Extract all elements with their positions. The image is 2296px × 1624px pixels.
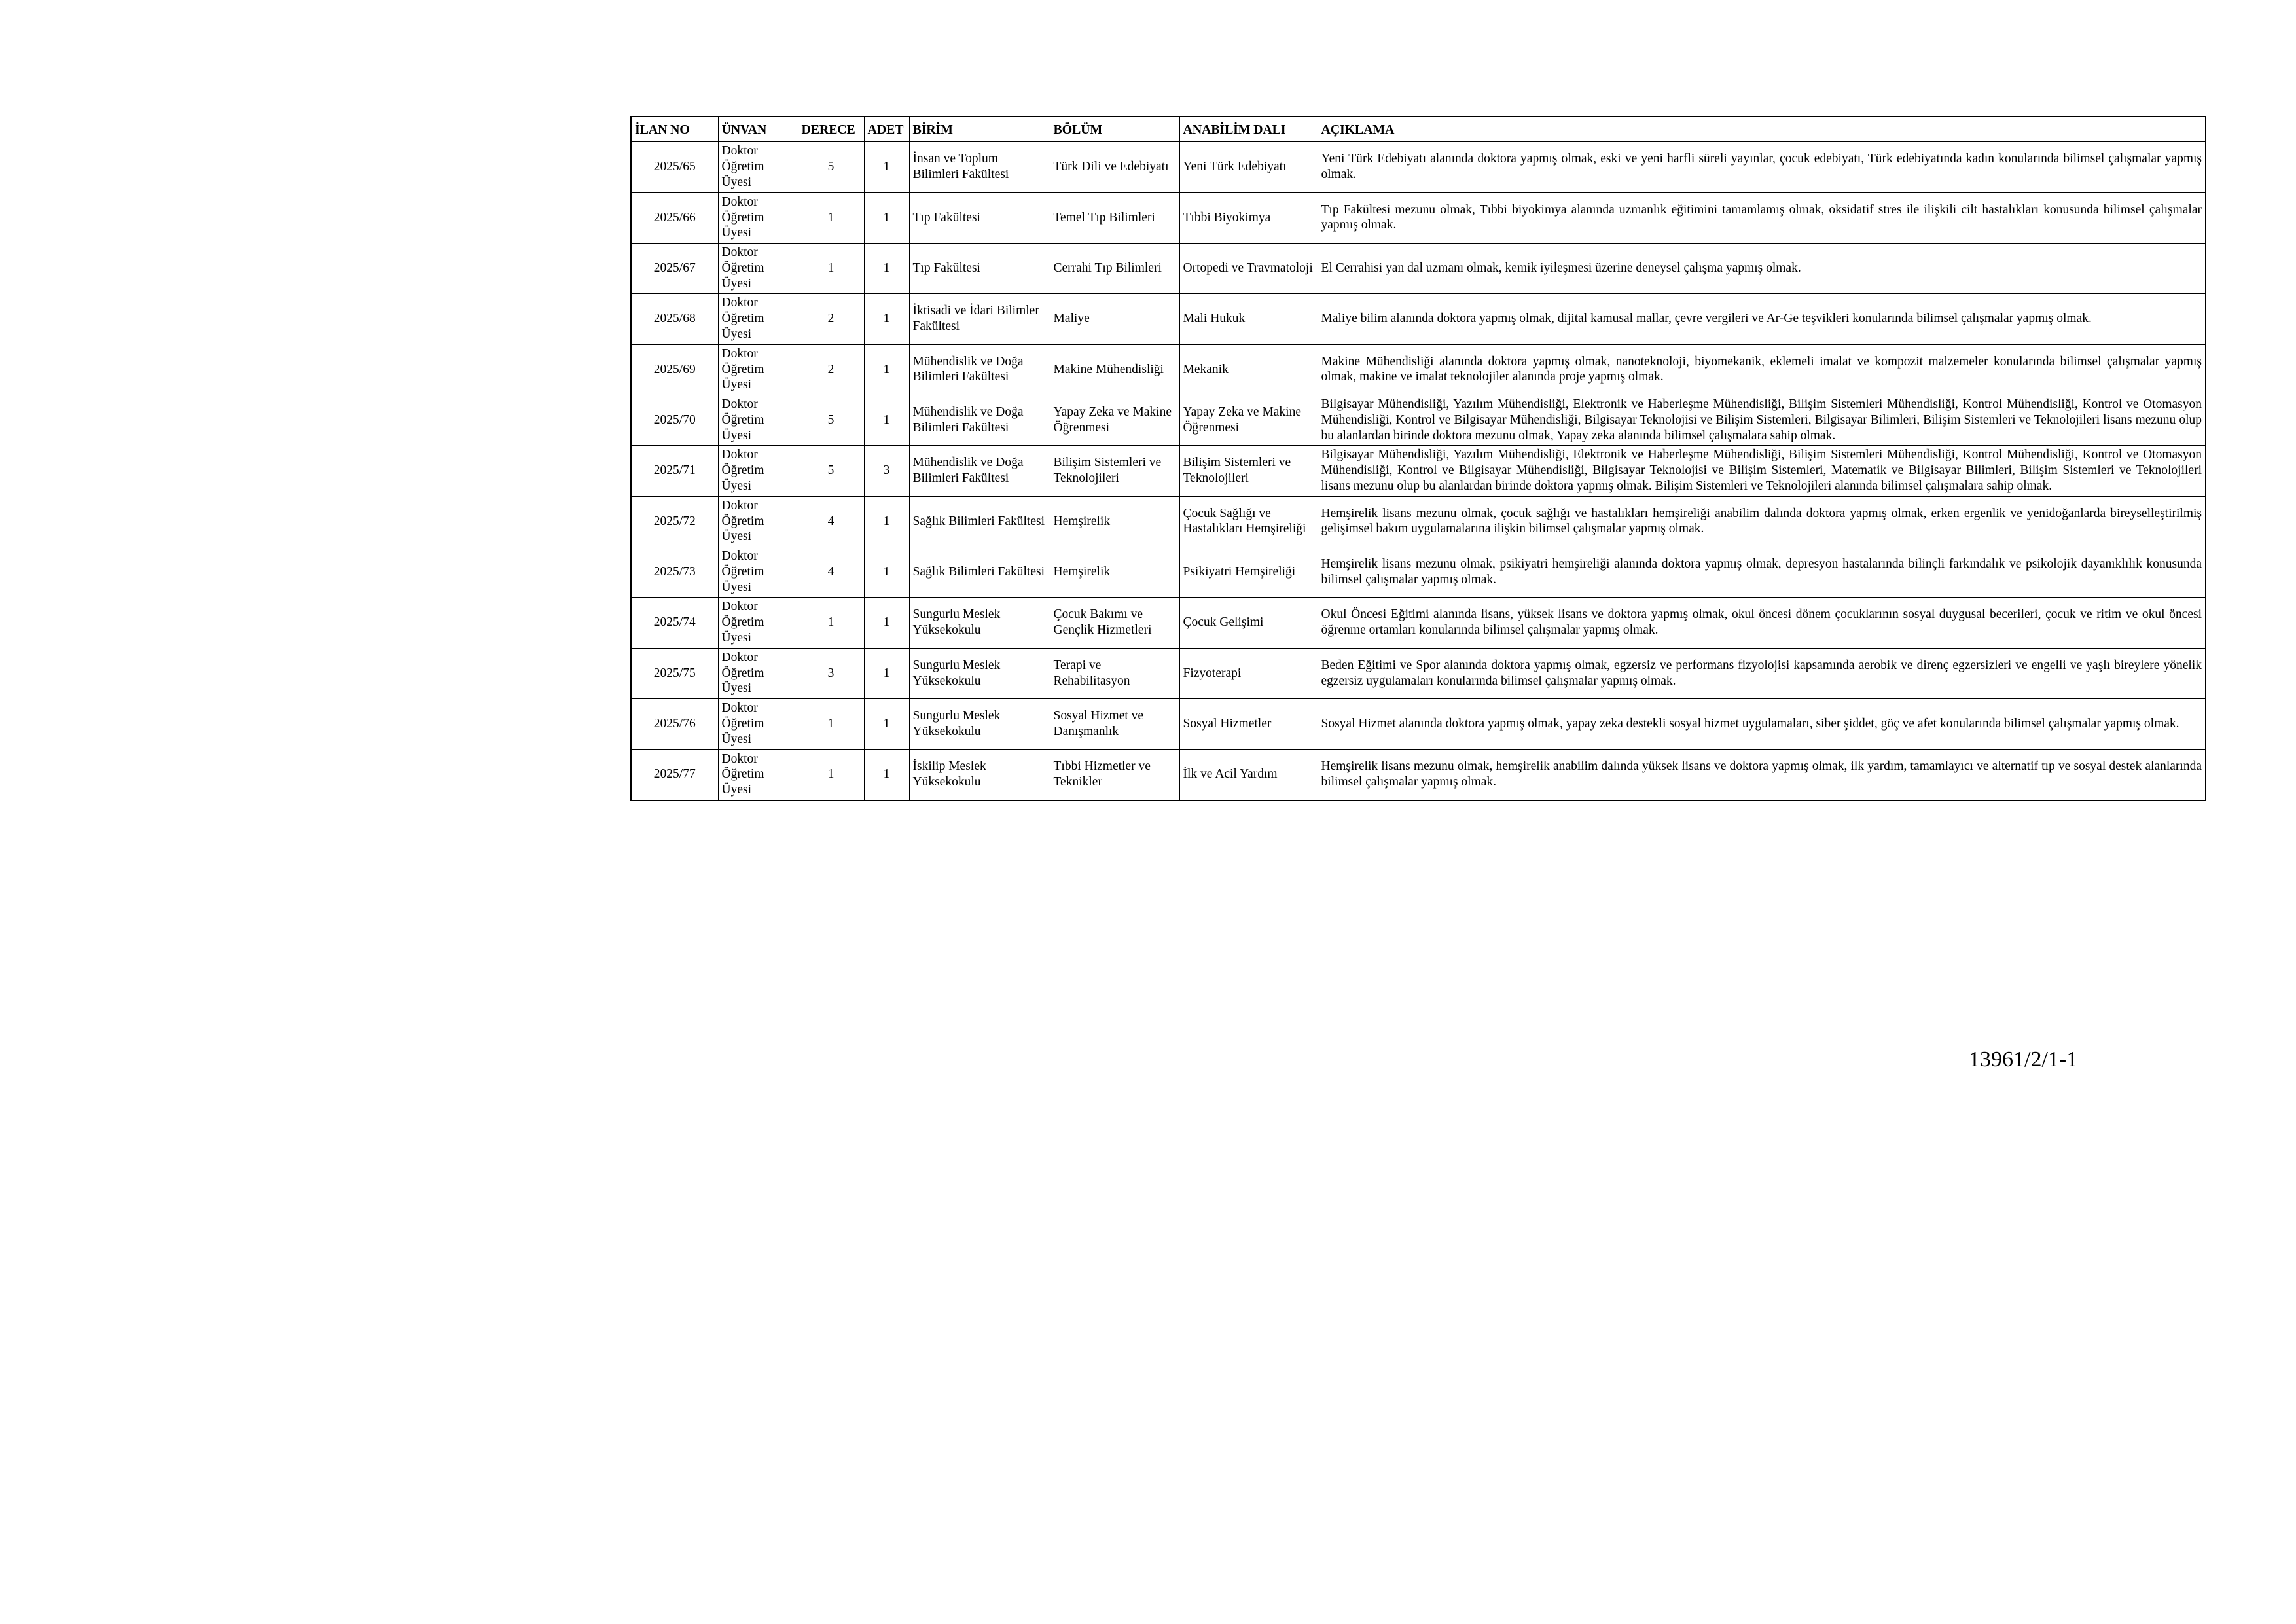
cell-ilan-no: 2025/66 — [631, 192, 718, 243]
cell-anabilim-dali: Çocuk Sağlığı ve Hastalıkları Hemşireliği — [1179, 496, 1318, 547]
table-row — [631, 749, 2206, 801]
cell-adet: 3 — [864, 446, 909, 496]
cell-unvan: Doktor Öğretim Üyesi — [718, 547, 798, 598]
cell-anabilim-dali: Tıbbi Biyokimya — [1179, 192, 1318, 243]
cell-anabilim-dali: Ortopedi ve Travmatoloji — [1179, 244, 1318, 294]
cell-ilan-no: 2025/69 — [631, 344, 718, 395]
cell-adet: 1 — [864, 344, 909, 395]
cell-birim: Sağlık Bilimleri Fakültesi — [909, 547, 1050, 598]
column-header-bolum: BÖLÜM — [1050, 117, 1179, 141]
cell-adet: 1 — [864, 547, 909, 598]
cell-adet: 1 — [864, 244, 909, 294]
cell-birim: Mühendislik ve Doğa Bilimleri Fakültesi — [909, 395, 1050, 446]
cell-aciklama: Okul Öncesi Eğitimi alanında lisans, yüksek lisans ve doktora yapmış olmak, okul öncesi dönem çocuklarının sosyal duygusal becerileri, çocuk ve ritim ve okul öncesi öğrenme ortamları konularında bilimsel çalışmalar yapmış olmak. — [1318, 598, 2206, 648]
cell-derece: 2 — [798, 294, 864, 344]
cell-derece: 5 — [798, 395, 864, 446]
cell-aciklama: Hemşirelik lisans mezunu olmak, psikiyatri hemşireliği alanında doktora yapmış olmak, depresyon hastalarında bilinçli farkındalık ve psikolojik dayanıklılık konusunda bilimsel çalışmalar yapmış olmak. — [1318, 547, 2206, 598]
cell-anabilim-dali: Psikiyatri Hemşireliği — [1179, 547, 1318, 598]
cell-anabilim-dali: Mali Hukuk — [1179, 294, 1318, 344]
column-header-derece: DERECE — [798, 117, 864, 141]
cell-adet: 1 — [864, 395, 909, 446]
cell-birim: Mühendislik ve Doğa Bilimleri Fakültesi — [909, 344, 1050, 395]
academic-positions-table — [630, 116, 2206, 801]
cell-derece: 5 — [798, 141, 864, 192]
table-row — [631, 344, 2206, 395]
table-row — [631, 598, 2206, 648]
table-row — [631, 699, 2206, 749]
cell-adet: 1 — [864, 648, 909, 698]
column-header-anabilim-dali: ANABİLİM DALI — [1179, 117, 1318, 141]
table-body — [631, 141, 2206, 800]
cell-ilan-no: 2025/68 — [631, 294, 718, 344]
cell-bolum: Çocuk Bakımı ve Gençlik Hizmetleri — [1050, 598, 1179, 648]
table-header — [631, 117, 2206, 141]
cell-birim: Sungurlu Meslek Yüksekokulu — [909, 699, 1050, 749]
cell-ilan-no: 2025/65 — [631, 141, 718, 192]
cell-aciklama: Tıp Fakültesi mezunu olmak, Tıbbi biyokimya alanında uzmanlık eğitimini tamamlamış olmak, oksidatif stres ile ilişkili cilt hastalıkları konusunda bilimsel çalışmalar yapmış olmak. — [1318, 192, 2206, 243]
table-row — [631, 294, 2206, 344]
cell-birim: Sungurlu Meslek Yüksekokulu — [909, 648, 1050, 698]
cell-adet: 1 — [864, 598, 909, 648]
cell-anabilim-dali: Yapay Zeka ve Makine Öğrenmesi — [1179, 395, 1318, 446]
cell-derece: 1 — [798, 598, 864, 648]
cell-unvan: Doktor Öğretim Üyesi — [718, 598, 798, 648]
cell-bolum: Maliye — [1050, 294, 1179, 344]
cell-adet: 1 — [864, 192, 909, 243]
table-row — [631, 244, 2206, 294]
cell-ilan-no: 2025/67 — [631, 244, 718, 294]
cell-birim: Tıp Fakültesi — [909, 192, 1050, 243]
cell-anabilim-dali: Mekanik — [1179, 344, 1318, 395]
cell-adet: 1 — [864, 749, 909, 801]
cell-birim: Sağlık Bilimleri Fakültesi — [909, 496, 1050, 547]
table-row — [631, 192, 2206, 243]
cell-ilan-no: 2025/73 — [631, 547, 718, 598]
column-header-birim: BİRİM — [909, 117, 1050, 141]
cell-aciklama: Makine Mühendisliği alanında doktora yapmış olmak, nanoteknoloji, biyomekanik, eklemeli imalat ve kompozit malzemeler konularında bilimsel çalışmalar yapmış olmak, makine ve imalat teknolojiler alanında proje yapmış olmak. — [1318, 344, 2206, 395]
cell-unvan: Doktor Öğretim Üyesi — [718, 749, 798, 801]
cell-birim: İktisadi ve İdari Bilimler Fakültesi — [909, 294, 1050, 344]
cell-bolum: Tıbbi Hizmetler ve Teknikler — [1050, 749, 1179, 801]
table-row — [631, 446, 2206, 496]
cell-aciklama: Hemşirelik lisans mezunu olmak, çocuk sağlığı ve hastalıkları hemşireliği anabilim dalında doktora yapmış olmak, erken ergenlik ve yenidoğanlarda bireyselleştirilmiş gelişimsel bakım uygulamalarına ilişkin bilimsel çalışmalar yapmış olmak. — [1318, 496, 2206, 547]
cell-derece: 1 — [798, 244, 864, 294]
cell-birim: Tıp Fakültesi — [909, 244, 1050, 294]
cell-derece: 2 — [798, 344, 864, 395]
cell-derece: 1 — [798, 699, 864, 749]
table-row — [631, 496, 2206, 547]
cell-unvan: Doktor Öğretim Üyesi — [718, 294, 798, 344]
cell-bolum: Terapi ve Rehabilitasyon — [1050, 648, 1179, 698]
cell-bolum: Sosyal Hizmet ve Danışmanlık — [1050, 699, 1179, 749]
cell-unvan: Doktor Öğretim Üyesi — [718, 446, 798, 496]
cell-unvan: Doktor Öğretim Üyesi — [718, 244, 798, 294]
cell-ilan-no: 2025/71 — [631, 446, 718, 496]
table-row — [631, 648, 2206, 698]
cell-derece: 5 — [798, 446, 864, 496]
column-header-ilan-no: İLAN NO — [631, 117, 718, 141]
table-row — [631, 395, 2206, 446]
cell-unvan: Doktor Öğretim Üyesi — [718, 699, 798, 749]
cell-bolum: Hemşirelik — [1050, 496, 1179, 547]
cell-birim: Sungurlu Meslek Yüksekokulu — [909, 598, 1050, 648]
cell-birim: Mühendislik ve Doğa Bilimleri Fakültesi — [909, 446, 1050, 496]
cell-bolum: Temel Tıp Bilimleri — [1050, 192, 1179, 243]
cell-adet: 1 — [864, 294, 909, 344]
cell-anabilim-dali: Bilişim Sistemleri ve Teknolojileri — [1179, 446, 1318, 496]
cell-aciklama: Maliye bilim alanında doktora yapmış olmak, dijital kamusal mallar, çevre vergileri ve Ar-Ge teşvikleri konularında bilimsel çalışmalar yapmış olmak. — [1318, 294, 2206, 344]
cell-aciklama: Bilgisayar Mühendisliği, Yazılım Mühendisliği, Elektronik ve Haberleşme Mühendisliği, Bilişim Sistemleri Mühendisliği, Kontrol Mühendisliği, Kontrol ve Otomasyon Mühendisliği, Kontrol ve Bilgisayar Mühendisliği, Bilgisayar Teknolojisi ve Bilişim Sistemleri, Bilgisayar Bilimleri, Bilişim Sistemleri ve Teknolojileri lisans mezunu olup bu alanlardan birinde doktora mezunu olmak, Yapay zeka alanında bilimsel çalışmalara sahip olmak. — [1318, 395, 2206, 446]
cell-aciklama: El Cerrahisi yan dal uzmanı olmak, kemik iyileşmesi üzerine deneysel çalışma yapmış olmak. — [1318, 244, 2206, 294]
cell-bolum: Türk Dili ve Edebiyatı — [1050, 141, 1179, 192]
cell-derece: 3 — [798, 648, 864, 698]
academic-positions-table-wrapper — [630, 116, 2205, 801]
table-header-row — [631, 117, 2206, 141]
cell-unvan: Doktor Öğretim Üyesi — [718, 344, 798, 395]
column-header-unvan: ÜNVAN — [718, 117, 798, 141]
cell-anabilim-dali: Sosyal Hizmetler — [1179, 699, 1318, 749]
cell-unvan: Doktor Öğretim Üyesi — [718, 395, 798, 446]
cell-unvan: Doktor Öğretim Üyesi — [718, 496, 798, 547]
column-header-aciklama: AÇIKLAMA — [1318, 117, 2206, 141]
cell-derece: 1 — [798, 192, 864, 243]
cell-adet: 1 — [864, 699, 909, 749]
document-reference-code: 13961/2/1-1 — [1969, 1047, 2078, 1072]
cell-adet: 1 — [864, 141, 909, 192]
cell-derece: 4 — [798, 496, 864, 547]
cell-anabilim-dali: İlk ve Acil Yardım — [1179, 749, 1318, 801]
cell-derece: 1 — [798, 749, 864, 801]
cell-anabilim-dali: Çocuk Gelişimi — [1179, 598, 1318, 648]
cell-anabilim-dali: Yeni Türk Edebiyatı — [1179, 141, 1318, 192]
cell-ilan-no: 2025/77 — [631, 749, 718, 801]
cell-ilan-no: 2025/72 — [631, 496, 718, 547]
cell-ilan-no: 2025/74 — [631, 598, 718, 648]
cell-birim: İnsan ve Toplum Bilimleri Fakültesi — [909, 141, 1050, 192]
cell-anabilim-dali: Fizyoterapi — [1179, 648, 1318, 698]
cell-aciklama: Bilgisayar Mühendisliği, Yazılım Mühendisliği, Elektronik ve Haberleşme Mühendisliği, Bilişim Sistemleri Mühendisliği, Kontrol Mühendisliği, Kontrol ve Otomasyon Mühendisliği, Kontrol ve Bilgisayar Mühendisliği, Bilgisayar Teknolojisi ve Bilişim Sistemleri, Matematik ve Bilgisayar Bilimleri, Bilişim Sistemleri ve Teknolojileri lisans mezunu olup bu alanlardan birinde doktora yapmış olmak. Bilişim Sistemleri ve Teknolojileri alanında bilimsel çalışmalara sahip olmak. — [1318, 446, 2206, 496]
cell-bolum: Yapay Zeka ve Makine Öğrenmesi — [1050, 395, 1179, 446]
cell-aciklama: Sosyal Hizmet alanında doktora yapmış olmak, yapay zeka destekli sosyal hizmet uygulamaları, siber şiddet, göç ve afet konularında bilimsel çalışmalar yapmış olmak. — [1318, 699, 2206, 749]
cell-aciklama: Beden Eğitimi ve Spor alanında doktora yapmış olmak, egzersiz ve performans fizyolojisi kapsamında aerobik ve direnç egzersizleri ve engelli ve yaşlı bireylere yönelik egzersiz uygulamaları konularında bilimsel çalışmalar yapmış olmak. — [1318, 648, 2206, 698]
cell-derece: 4 — [798, 547, 864, 598]
cell-aciklama: Hemşirelik lisans mezunu olmak, hemşirelik anabilim dalında yüksek lisans ve doktora yapmış olmak, ilk yardım, tamamlayıcı ve alternatif tıp ve sosyal destek alanlarında bilimsel çalışmalar yapmış olmak. — [1318, 749, 2206, 801]
cell-ilan-no: 2025/76 — [631, 699, 718, 749]
cell-ilan-no: 2025/75 — [631, 648, 718, 698]
table-row — [631, 141, 2206, 192]
cell-bolum: Hemşirelik — [1050, 547, 1179, 598]
column-header-adet: ADET — [864, 117, 909, 141]
cell-bolum: Makine Mühendisliği — [1050, 344, 1179, 395]
cell-aciklama: Yeni Türk Edebiyatı alanında doktora yapmış olmak, eski ve yeni harfli süreli yayınlar, çocuk edebiyatı, Türk edebiyatında kadın konularında bilimsel çalışmalar yapmış olmak. — [1318, 141, 2206, 192]
cell-adet: 1 — [864, 496, 909, 547]
cell-unvan: Doktor Öğretim Üyesi — [718, 648, 798, 698]
table-row — [631, 547, 2206, 598]
cell-unvan: Doktor Öğretim Üyesi — [718, 192, 798, 243]
cell-bolum: Cerrahi Tıp Bilimleri — [1050, 244, 1179, 294]
cell-unvan: Doktor Öğretim Üyesi — [718, 141, 798, 192]
cell-bolum: Bilişim Sistemleri ve Teknolojileri — [1050, 446, 1179, 496]
cell-ilan-no: 2025/70 — [631, 395, 718, 446]
cell-birim: İskilip Meslek Yüksekokulu — [909, 749, 1050, 801]
